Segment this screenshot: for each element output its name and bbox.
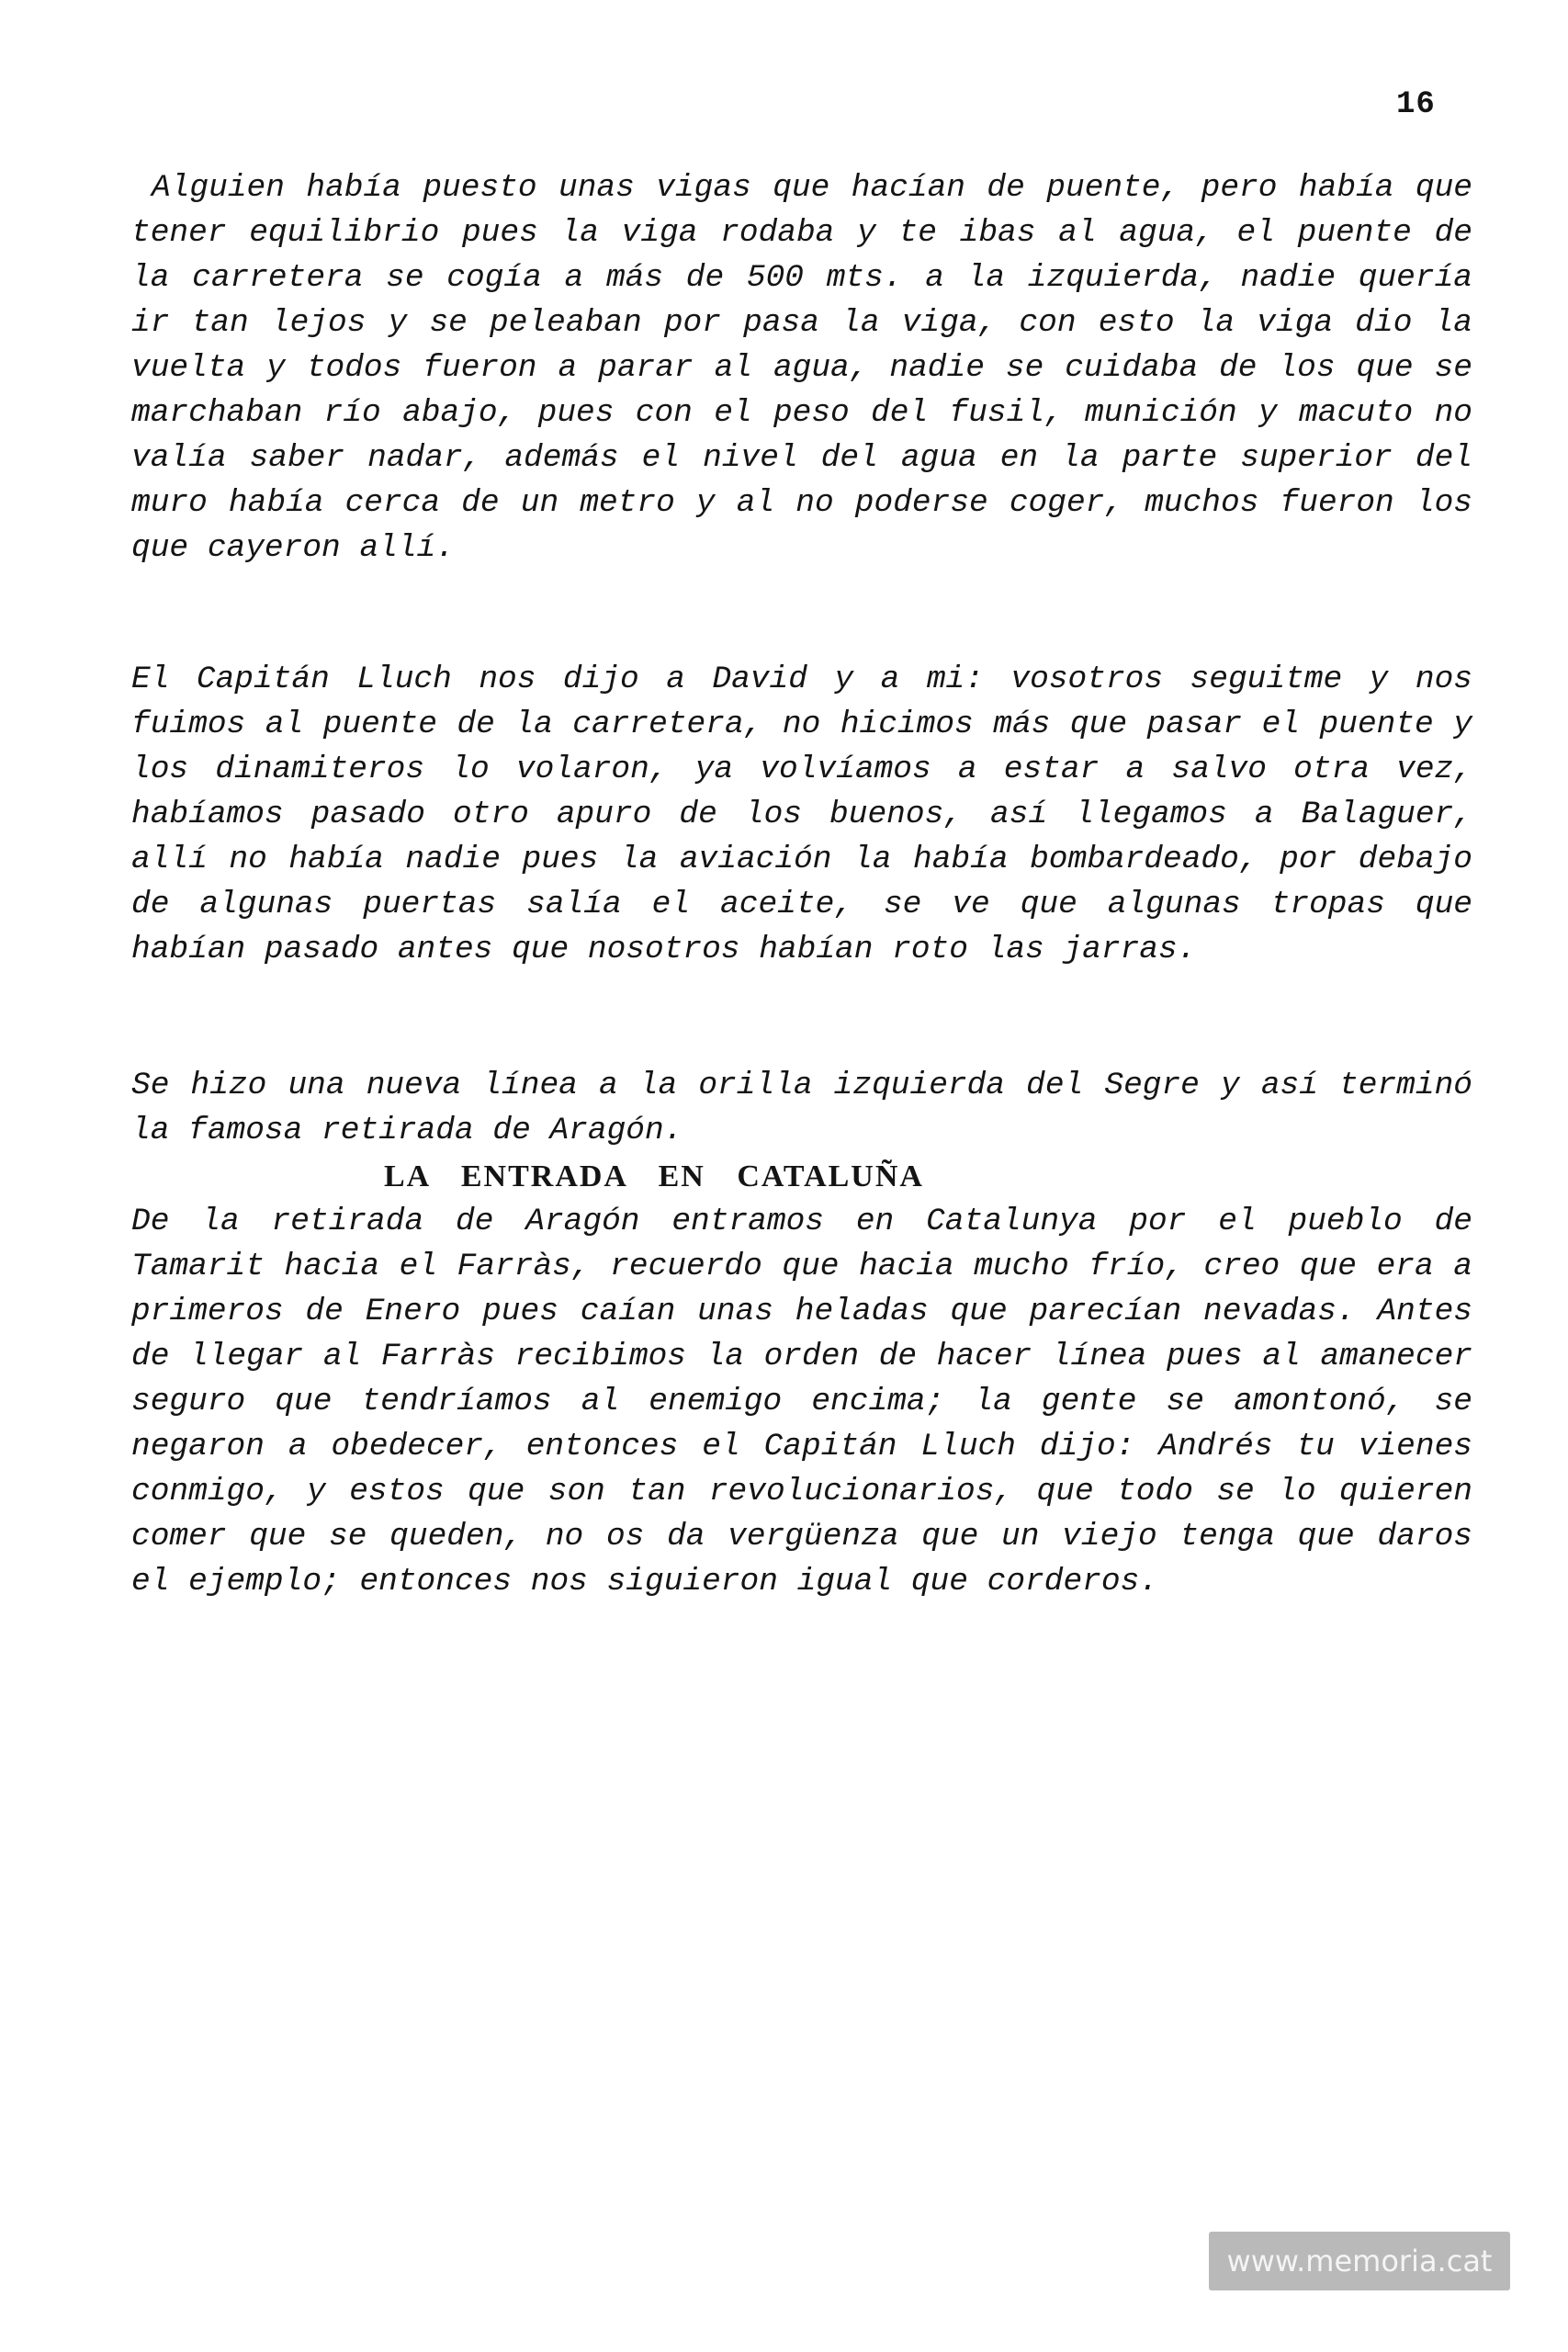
page-number: 16 <box>1396 87 1436 122</box>
paragraph-1: Alguien había puesto unas vigas que hacían de puente, pero había que tener equilibrio pues la viga rodaba y te ibas al agua, el puente de la carretera se cogía a más de 500 mts. a la izquierda, nadie quería ir tan lejos y se peleaban por pasa la viga, con esto la viga dio la vuelta y todos fueron a parar al agua, nadie se cuidaba de los que se marchaban río abajo, pues con el peso del fusil, munición y macuto no valía saber nadar, además el nivel del agua en la parte superior del muro había cerca de un metro y al no poderse coger, muchos fueron los que cayeron allí. <box>131 170 1472 566</box>
watermark-badge: www.memoria.cat <box>1209 2232 1510 2290</box>
paragraph-3: Se hizo una nueva línea a la orilla izquierda del Segre y así terminó la famosa retirada de Aragón. <box>131 1068 1472 1148</box>
section-heading: LA ENTRADA EN CATALUÑA <box>384 1159 924 1193</box>
paragraph-2: El Capitán Lluch nos dijo a David y a mi: vosotros seguitme y nos fuimos al puente de la carretera, no hicimos más que pasar el puente y los dinamiteros lo volaron, ya volvíamos a estar a salvo otra vez, habíamos pasado otro apuro de los buenos, así llegamos a Balaguer, allí no había nadie pues la aviación la había bombardeado, por debajo de algunas puertas salía el aceite, se ve que algunas tropas que habían pasado antes que nosotros habían roto las jarras. <box>131 662 1472 967</box>
section-paragraph: De la retirada de Aragón entramos en Catalunya por el pueblo de Tamarit hacia el Farràs, recuerdo que hacia mucho frío, creo que era a primeros de Enero pues caían unas heladas que parecían nevadas. Antes de llegar al Farràs recibimos la orden de hacer línea pues al amanecer seguro que tendríamos al enemigo encima; la gente se amontonó, se negaron a obedecer, entonces el Capitán Lluch dijo: Andrés tu vienes conmigo, y estos que son tan revolucionarios, que todo se lo quieren comer que se queden, no os da vergüenza que un viejo tenga que daros el ejemplo; entonces nos siguieron igual que corderos. <box>131 1204 1472 1600</box>
